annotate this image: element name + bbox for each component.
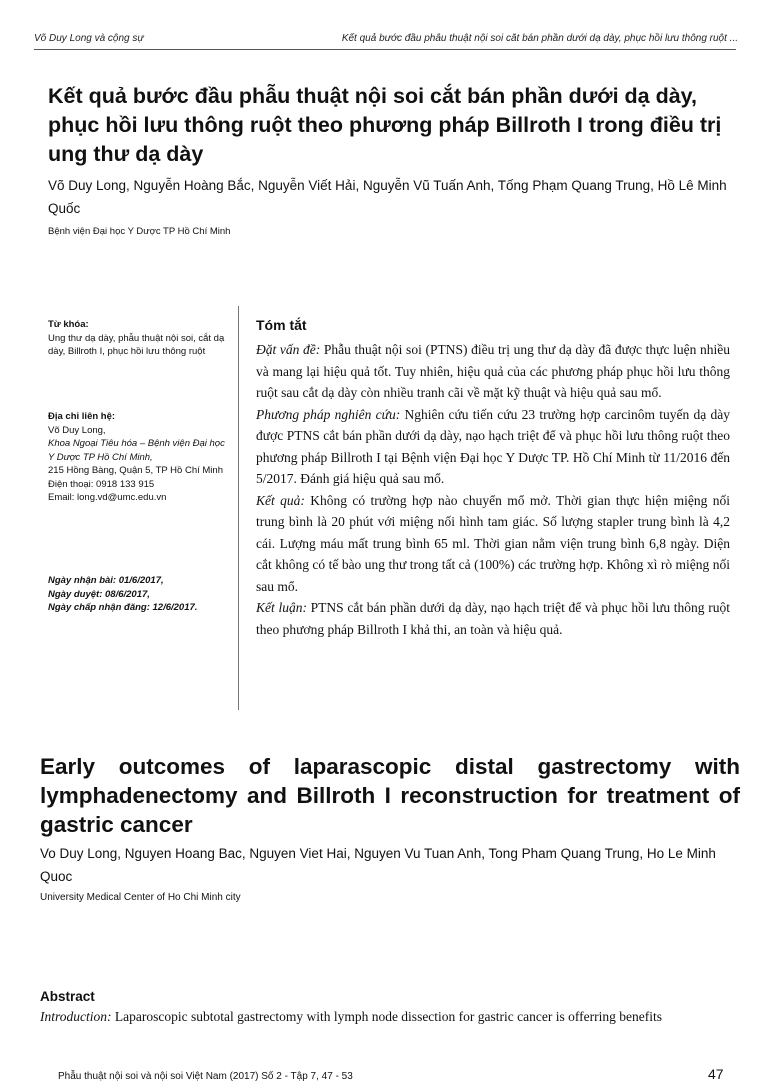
running-header-title: Kết quả bước đầu phẫu thuật nội soi cắt bán phần dưới dạ dày, phục hồi lưu thông ruột ... (341, 33, 738, 44)
running-header-authors: Võ Duy Long và cộng sự (34, 33, 144, 44)
summary-body (256, 339, 730, 640)
summary-conclusion (256, 597, 730, 640)
keywords-text: Ung thư dạ dày, phẫu thuật nội soi, cắt dạ dày, Billroth I, phục hồi lưu thông ruột (48, 332, 225, 357)
abstract-heading: Abstract (40, 989, 95, 1004)
dates-block (48, 574, 228, 615)
summary-conclusion-label: Kết luận: (256, 600, 307, 615)
article-title-en: Early outcomes of laparascopic distal gastrectomy with lymphadenectomy and Billroth I reconstruction for treatment of gastric cancer (40, 754, 740, 837)
summary-methods-label: Phương pháp nghiên cứu: (256, 406, 401, 422)
published-date: Ngày chấp nhận đăng: 12/6/2017. (48, 602, 198, 613)
contact-email[interactable]: Email: long.vd@umc.edu.vn (48, 492, 167, 503)
keywords-block (48, 318, 228, 359)
received-date: Ngày nhận bài: 01/6/2017, (48, 575, 164, 586)
journal-footer: Phẫu thuật nội soi và nội soi Việt Nam (2017) Số 2 - Tập 7, 47 - 53 (58, 1071, 353, 1082)
page-number: 47 (708, 1066, 724, 1082)
contact-label: Địa chỉ liên hệ: (48, 411, 116, 422)
contact-phone: Điện thoại: 0918 133 915 (48, 478, 155, 490)
summary-intro-text: Phẫu thuật nội soi (PTNS) điều trị ung thư dạ dày đã được thực luện nhiều và mang lại hiệu quả tốt. Tuy nhiên, hiệu quả của các phương pháp phục hồi lưu thông ruột sau cắt dạ dày còn nhiều tranh cãi về mặt kỹ thuật và hiệu quả sau mổ. (256, 342, 731, 400)
summary-results-label: Kết quả: (256, 492, 305, 508)
abstract-intro-label: Introduction: (40, 1009, 112, 1024)
abstract-intro-text: Laparoscopic subtotal gastrectomy with lymph node dissection for gastric cancer is offerring benefits (111, 1009, 662, 1024)
summary-conclusion-text: PTNS cắt bán phần dưới dạ dày, nạo hạch triệt để và phục hồi lưu thông ruột theo phương pháp Billroth I khả thi, an toàn và hiệu quả. (256, 600, 730, 637)
abstract-introduction (40, 1009, 740, 1025)
affiliation-en: University Medical Center of Ho Chi Minh city (40, 892, 241, 903)
column-divider (238, 306, 239, 710)
affiliation-vi: Bệnh viện Đại học Y Dược TP Hồ Chí Minh (48, 226, 231, 237)
accepted-date: Ngày duyệt: 08/6/2017, (48, 588, 150, 600)
summary-results-text: Không có trường hợp nào chuyển mổ mở. Thời gian thực hiện miệng nối trung bình là 20 phút với miệng nối hình tam giác. Số lượng stapler trung bình là 4,2 cái. Lượng máu mất trung bình 65 ml. Thời gian nằm viện trung bình 6,8 ngày. Diện cắt không có tế bào ung thư trong tất cả (100%) các trường hợp. Không xì rò miệng nối sau mổ. (256, 492, 730, 594)
authors-en: Vo Duy Long, Nguyen Hoang Bac, Nguyen Viet Hai, Nguyen Vu Tuan Anh, Tong Pham Quang Trung, Ho Le Minh Quoc (40, 846, 716, 884)
summary-results (256, 490, 730, 598)
summary-methods (256, 404, 730, 490)
contact-organization: Khoa Ngoại Tiêu hóa – Bệnh viện Đại học Y Dược TP Hồ Chí Minh, (48, 438, 225, 463)
article-title-vi: Kết quả bước đầu phẫu thuật nội soi cắt bán phần dưới dạ dày, phục hồi lưu thông ruột theo phương pháp Billroth I trong điều trị ung thư dạ dày (48, 84, 722, 166)
keywords-label: Từ khóa: (48, 319, 89, 330)
summary-heading: Tóm tắt (256, 317, 307, 333)
contact-block (48, 410, 228, 505)
summary-intro-label: Đặt vấn đề: (256, 342, 321, 357)
contact-name: Võ Duy Long, (48, 424, 106, 436)
contact-address: 215 Hồng Bàng, Quận 5, TP Hồ Chí Minh (48, 465, 223, 476)
summary-introduction (256, 339, 730, 404)
summary-methods-text: Nghiên cứu tiến cứu 23 trường hợp carcinôm tuyến dạ dày được PTNS cắt bán phần dưới dạ dày, nạo hạch triệt để và phục hồi lưu thông ruột theo phương pháp Billroth I tại Bệnh viện Đại học Y Dược TP. Hồ Chí Minh từ 11/2016 đến 5/2017. Đánh giá hiệu quả sau mổ. (256, 406, 730, 486)
header-rule (34, 49, 736, 50)
authors-vi: Võ Duy Long, Nguyễn Hoàng Bắc, Nguyễn Viết Hải, Nguyễn Vũ Tuấn Anh, Tống Phạm Quang Trung, Hồ Lê Minh Quốc (48, 178, 727, 216)
